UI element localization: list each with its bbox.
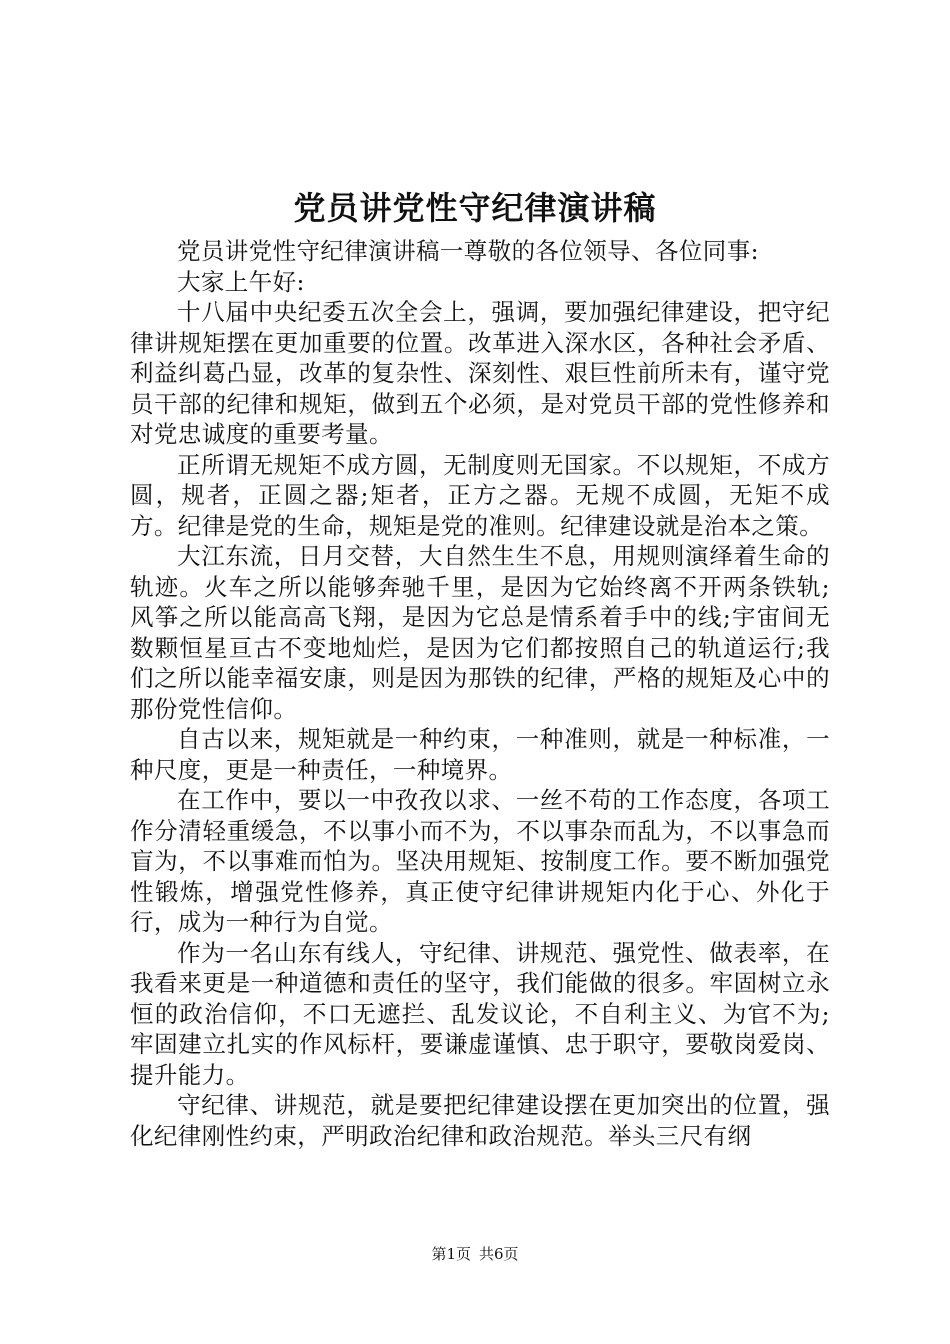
paragraph-greeting: 大家上午好:	[177, 267, 305, 296]
paragraph-salutation: 党员讲党性守纪律演讲稿一尊敬的各位领导、各位同事:	[177, 237, 759, 265]
paragraph: 大江东流，日月交替，大自然生生不息，用规则演绎着生命的轨迹。火车之所以能够奔驰千里，是因为它始终离不开两条铁轨;风筝之所以能高高飞翔，是因为它总是情系着手中的线;宇宙间无数颗恒星亘古不变地灿烂，是因为它们都按照自己的轨道运行;我们之所以能幸福安康，则是因为那铁的纪律，严格的规矩及心中的那份党性信仰。	[130, 542, 830, 723]
paragraph: 十八届中央纪委五次全会上，强调，要加强纪律建设，把守纪律讲规矩摆在更加重要的位置。改革进入深水区，各种社会矛盾、利益纠葛凸显，改革的复杂性、深刻性、艰巨性前所未有，谨守党员干部的纪律和规矩，做到五个必须，是对党员干部的党性修养和对党忠诚度的重要考量。	[130, 298, 830, 448]
document-title: 党员讲党性守纪律演讲稿	[293, 189, 657, 227]
paragraph: 在工作中，要以一中孜孜以求、一丝不苟的工作态度，各项工作分清轻重缓急，不以事小而不为，不以事杂而乱为，不以事急而盲为，不以事难而怕为。坚决用规矩、按制度工作。要不断加强党性锻炼，增强党性修养，真正使守纪律讲规矩内化于心、外化于行，成为一种行为自觉。	[130, 786, 830, 936]
document-body	[130, 236, 830, 1151]
page-footer	[0, 1244, 950, 1264]
paragraph: 作为一名山东有线人，守纪律、讲规范、强党性、做表率，在我看来更是一种道德和责任的坚守，我们能做的很多。牢固树立永恒的政治信仰，不口无遮拦、乱发议论，不自利主义、为官不为;牢固建立扎实的作风标杆，要谦虚谨慎、忠于职守，要敬岗爱岗、提升能力。	[130, 938, 830, 1089]
paragraph: 守纪律、讲规范，就是要把纪律建设摆在更加突出的位置，强化纪律刚性约束，严明政治纪律和政治规范。举头三尺有纲	[130, 1091, 830, 1150]
page-total: 共6页	[479, 1245, 519, 1263]
page-number: 第1页	[431, 1245, 471, 1263]
paragraph: 自古以来，规矩就是一种约束，一种准则，就是一种标准，一种尺度，更是一种责任，一种境界。	[130, 725, 830, 784]
paragraph: 正所谓无规矩不成方圆，无制度则无国家。不以规矩，不成方圆，规者，正圆之器;矩者，正方之器。无规不成圆，无矩不成方。纪律是党的生命，规矩是党的准则。纪律建设就是治本之策。	[130, 450, 830, 540]
